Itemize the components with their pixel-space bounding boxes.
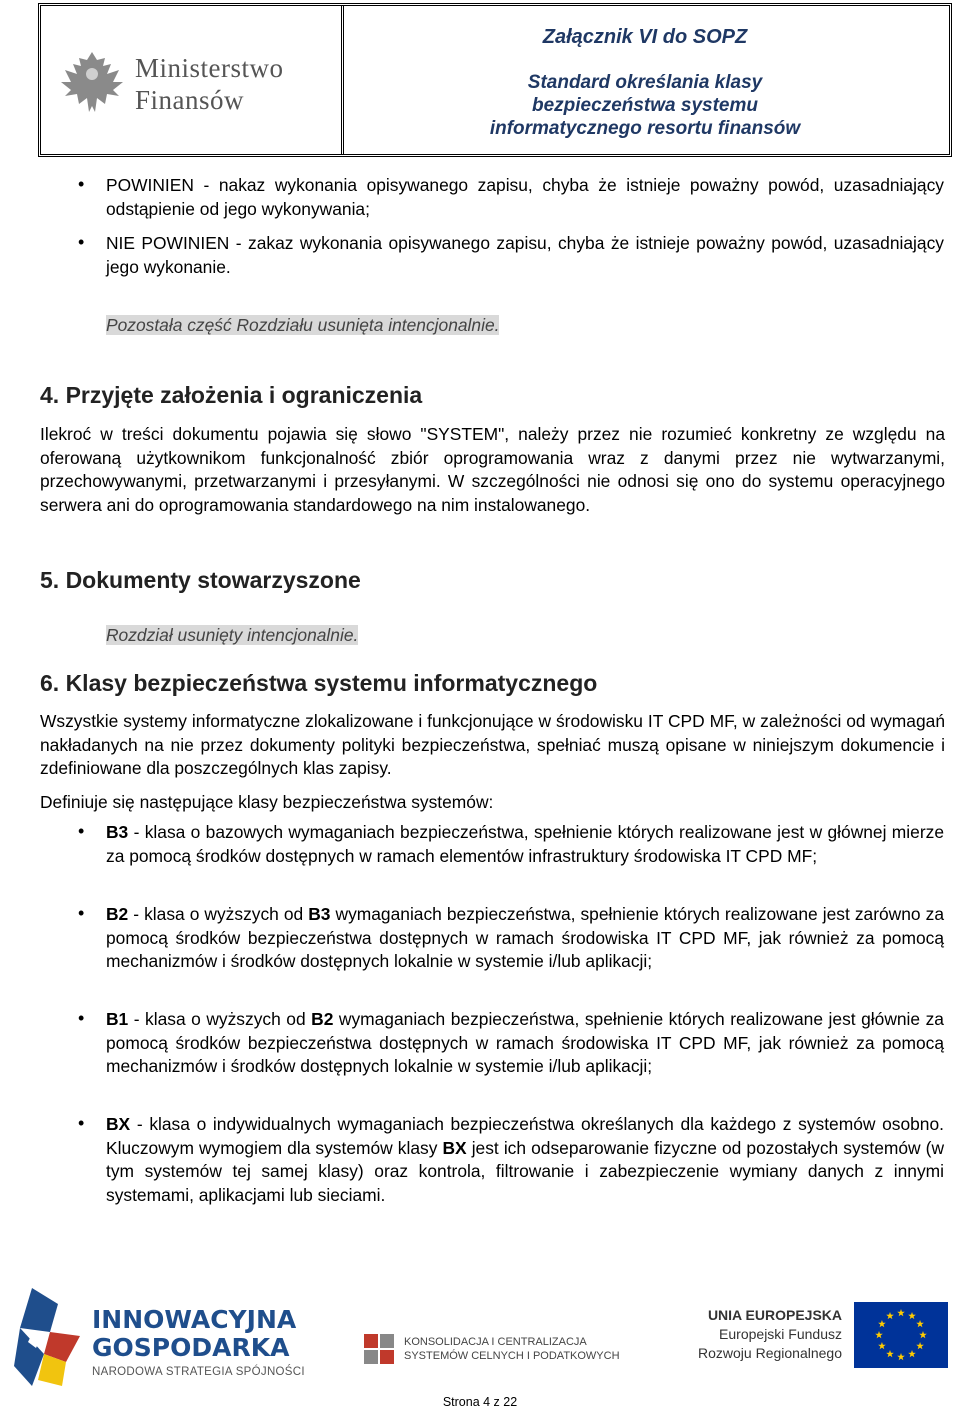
section-4-heading: 4. Przyjęte założenia i ograniczenia xyxy=(40,382,423,408)
ministry-name xyxy=(135,52,284,116)
standard-title-line2: bezpieczeństwa systemu xyxy=(532,95,758,116)
section-5-note xyxy=(106,624,358,648)
consolidation-logo xyxy=(362,1330,652,1370)
innovative-economy-line3: NARODOWA STRATEGIA SPÓJNOŚCI xyxy=(92,1366,305,1378)
consolidation-line1: KONSOLIDACJA I CENTRALIZACJA xyxy=(404,1336,587,1348)
eu-line3: Rozwoju Regionalnego xyxy=(698,1345,842,1361)
eu-line1: UNIA EUROPEJSKA xyxy=(707,1307,842,1323)
header-titles xyxy=(341,6,949,140)
class-code: B2 xyxy=(106,904,129,924)
eu-line2: Europejski Fundusz xyxy=(719,1326,842,1342)
innovative-economy-logo xyxy=(10,1282,340,1392)
class-reference: BX xyxy=(442,1137,467,1158)
innovative-economy-line2: GOSPODARKA xyxy=(92,1333,290,1362)
section-5-heading: 5. Dokumenty stowarzyszone xyxy=(40,567,361,593)
eu-flag-icon xyxy=(854,1302,948,1368)
class-code: B1 xyxy=(106,1009,129,1029)
class-bx-item xyxy=(106,1113,944,1207)
class-description-part: - klasa o wyższych od xyxy=(128,904,309,924)
ministry-name-line2: Finansów xyxy=(135,85,245,115)
section-4-paragraph: Ilekroć w treści dokumentu pojawia się słowo "SYSTEM", należy przez nie rozumieć konkretny ze względu na oferowaną użytkownikom funkcjonalność zbiór oprogramowania wraz z danymi przez nie wytwarzanymi, przechowywanymi, przetwarzanymi i przesyłanymi. W szczególności nie odnosi się ono do systemu operacyjnego serwera ani do oprogramowania standardowego na nim instalowanego. xyxy=(40,424,945,515)
class-description: wymaganiach bezpieczeństwa, spełnienie których realizowane jest zarówno za pomocą środków bezpieczeństwa dostępnych w ramach środowiska IT CPD MF, jak również za pomocą mechanizmów i środków dostępnych lokalnie w systemie i/lub aplikacji; xyxy=(106,904,944,971)
eagle-emblem-icon xyxy=(59,48,125,118)
class-description-part: - klasa o wyższych od xyxy=(128,1009,312,1029)
class-b1-item xyxy=(106,1008,944,1079)
class-description-part: - klasa o indywidualnych wymaganiach bezpieczeństwa określanych dla każdego z systemów osobno. Kluczowym wymogiem dla systemów klasy xyxy=(106,1114,944,1158)
class-reference: B3 xyxy=(308,904,331,924)
ministry-of-finance-logo xyxy=(59,48,329,118)
class-code: B3 xyxy=(106,822,129,842)
section-6-heading: 6. Klasy bezpieczeństwa systemu informatycznego xyxy=(40,670,598,696)
removed-section-note xyxy=(106,314,499,338)
class-description: wymaganiach bezpieczeństwa, spełnienie których realizowane jest głównie za pomocą środków bezpieczeństwa dostępnych w ramach środowiska IT CPD MF, jak również za pomocą mechanizmów i środków dostępnych lokalnie w systemie i/lub aplikacji; xyxy=(106,1009,944,1076)
list-item: POWINIEN - nakaz wykonania opisywanego zapisu, chyba że istnieje poważny powód, uzasadniający odstąpienie od jego wykonywania; xyxy=(106,175,944,219)
class-description: jest ich odseparowanie fizyczne od pozostałych systemów (w tym systemów tej samej klasy) oraz kontrola, filtrowanie i zabezpieczenie wymiany danych z innymi systemami, aplikacjami lub sieciami. xyxy=(106,1137,944,1205)
annex-title: Załącznik VI do SOPZ xyxy=(542,26,748,48)
class-code: BX xyxy=(106,1114,131,1134)
kc-emblem-icon xyxy=(362,1332,396,1366)
section-5-note-text: Rozdział usunięty intencjonalnie. xyxy=(106,625,359,645)
removed-section-note-text: Pozostała część Rozdziału usunięta intencjonalnie. xyxy=(106,315,500,335)
ministry-name-line1: Ministerstwo xyxy=(135,53,284,83)
class-reference: B2 xyxy=(311,1009,334,1029)
star-emblem-icon xyxy=(10,1282,90,1392)
classes-intro: Definiuje się następujące klasy bezpieczeństwa systemów: xyxy=(40,792,494,812)
class-b3-item xyxy=(106,821,944,868)
standard-title-line3: informatycznego resortu finansów xyxy=(489,118,801,139)
section-6-paragraph: Wszystkie systemy informatyczne zlokalizowane i funkcjonujące w środowisku IT CPD MF, w zależności od wymagań nakładanych na nie przez dokumenty polityki bezpieczeństwa, spełniać muszą opisane w niniejszym dokumencie i zdefiniowane dla poszczególnych klas zapisy. xyxy=(40,711,945,778)
standard-title xyxy=(341,71,949,140)
class-description: - klasa o bazowych wymaganiach bezpieczeństwa, spełnienie których realizowane jest w głównej mierze za pomocą środków dostępnych w ramach elementów infrastruktury środowiska IT CPD MF; xyxy=(106,822,944,866)
class-b2-item xyxy=(106,903,944,974)
list-item: NIE POWINIEN - zakaz wykonania opisywanego zapisu, chyba że istnieje poważny powód, uzasadniający jego wykonanie. xyxy=(106,233,944,277)
standard-title-line1: Standard określania klasy xyxy=(527,72,763,93)
eu-fund-logo xyxy=(682,1296,950,1376)
page-number: Strona 4 z 22 xyxy=(442,1395,518,1409)
document-header xyxy=(38,3,952,157)
innovative-economy-line1: INNOWACYJNA xyxy=(92,1305,297,1334)
consolidation-line2: SYSTEMÓW CELNYCH I PODATKOWYCH xyxy=(404,1350,620,1362)
